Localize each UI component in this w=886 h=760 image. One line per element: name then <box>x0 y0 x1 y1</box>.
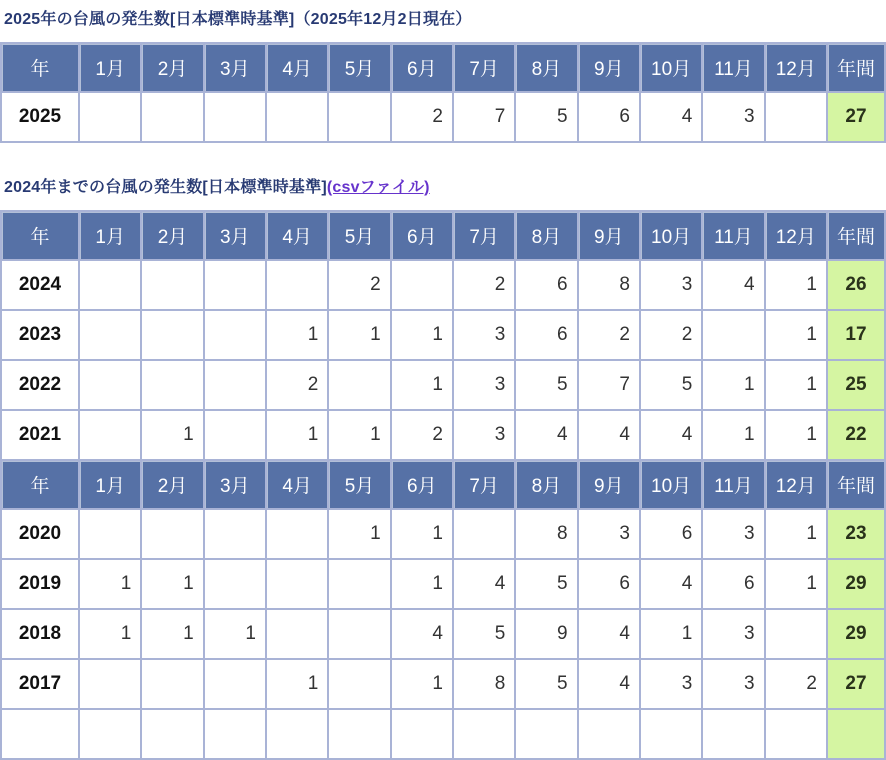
month-count-cell: 5 <box>640 360 702 410</box>
annual-total-cell: 26 <box>827 260 885 310</box>
annual-total-cell: 23 <box>827 509 885 559</box>
month-count-cell <box>266 92 328 142</box>
year-cell: 2022 <box>1 360 79 410</box>
month-count-cell: 3 <box>702 609 764 659</box>
month-count-cell: 4 <box>515 410 577 460</box>
annual-total-cell: 27 <box>827 659 885 709</box>
month-count-cell <box>328 360 390 410</box>
month-header-cell: 8月 <box>515 460 577 509</box>
month-header-cell: 9月 <box>578 43 640 92</box>
month-count-cell <box>204 92 266 142</box>
month-count-cell: 1 <box>328 410 390 460</box>
month-count-cell <box>79 410 141 460</box>
year-data-row <box>1 709 885 759</box>
annual-total-cell: 17 <box>827 310 885 360</box>
month-count-cell: 1 <box>765 559 827 609</box>
month-count-cell <box>79 659 141 709</box>
month-count-cell: 1 <box>266 659 328 709</box>
month-count-cell: 1 <box>141 559 203 609</box>
month-count-cell: 5 <box>453 609 515 659</box>
month-header-cell: 11月 <box>702 43 764 92</box>
month-count-cell: 9 <box>515 609 577 659</box>
month-count-cell: 3 <box>453 310 515 360</box>
month-count-cell <box>204 310 266 360</box>
month-header-cell: 1月 <box>79 43 141 92</box>
month-count-cell <box>204 659 266 709</box>
month-count-cell <box>266 559 328 609</box>
month-count-cell: 4 <box>391 609 453 659</box>
annual-header-cell: 年間 <box>827 211 885 260</box>
month-count-cell <box>141 260 203 310</box>
month-header-cell: 9月 <box>578 460 640 509</box>
month-header-cell: 9月 <box>578 211 640 260</box>
month-header-cell: 12月 <box>765 43 827 92</box>
month-header-cell: 12月 <box>765 460 827 509</box>
annual-header-cell: 年間 <box>827 460 885 509</box>
month-count-cell <box>79 709 141 759</box>
month-count-cell: 1 <box>702 410 764 460</box>
month-count-cell <box>702 709 764 759</box>
month-count-cell <box>204 410 266 460</box>
year-data-row <box>1 310 885 360</box>
month-count-cell <box>765 609 827 659</box>
month-count-cell <box>79 260 141 310</box>
month-count-cell <box>453 709 515 759</box>
month-header-cell: 5月 <box>328 211 390 260</box>
month-header-cell: 6月 <box>391 460 453 509</box>
month-header-cell: 1月 <box>79 460 141 509</box>
month-header-cell: 3月 <box>204 460 266 509</box>
csv-file-link[interactable]: (csvファイル) <box>326 179 430 196</box>
month-header-cell: 5月 <box>328 43 390 92</box>
month-count-cell: 1 <box>765 310 827 360</box>
month-count-cell: 6 <box>578 92 640 142</box>
month-count-cell: 2 <box>765 659 827 709</box>
month-count-cell <box>79 360 141 410</box>
month-count-cell: 1 <box>391 360 453 410</box>
year-data-row <box>1 559 885 609</box>
month-count-cell: 3 <box>453 410 515 460</box>
month-count-cell <box>79 509 141 559</box>
month-count-cell <box>391 260 453 310</box>
month-count-cell: 3 <box>453 360 515 410</box>
annual-total-cell <box>827 709 885 759</box>
month-header-cell: 8月 <box>515 43 577 92</box>
table2-title-text: 2024年までの台風の発生数[日本標準時基準] <box>4 179 327 196</box>
month-header-cell: 7月 <box>453 460 515 509</box>
month-header-cell: 7月 <box>453 43 515 92</box>
month-header-cell: 6月 <box>391 43 453 92</box>
month-count-cell <box>765 709 827 759</box>
month-count-cell: 1 <box>391 659 453 709</box>
month-header-cell: 3月 <box>204 211 266 260</box>
month-count-cell <box>328 92 390 142</box>
month-count-cell: 5 <box>515 92 577 142</box>
month-count-cell: 1 <box>765 360 827 410</box>
month-count-cell: 6 <box>515 260 577 310</box>
year-data-row <box>1 92 885 142</box>
month-count-cell: 1 <box>391 310 453 360</box>
month-count-cell <box>204 559 266 609</box>
month-count-cell <box>391 709 453 759</box>
month-header-cell: 11月 <box>702 460 764 509</box>
month-count-cell: 7 <box>453 92 515 142</box>
month-count-cell <box>702 310 764 360</box>
year-cell: 2017 <box>1 659 79 709</box>
month-count-cell: 2 <box>266 360 328 410</box>
month-header-cell: 10月 <box>640 460 702 509</box>
month-count-cell <box>204 360 266 410</box>
month-count-cell: 3 <box>702 92 764 142</box>
month-count-cell: 1 <box>141 410 203 460</box>
month-count-cell <box>79 92 141 142</box>
month-header-cell: 2月 <box>141 211 203 260</box>
month-count-cell <box>141 310 203 360</box>
month-count-cell: 6 <box>578 559 640 609</box>
month-count-cell: 2 <box>328 260 390 310</box>
month-count-cell: 3 <box>640 260 702 310</box>
month-count-cell: 6 <box>702 559 764 609</box>
month-count-cell: 5 <box>515 360 577 410</box>
month-header-cell: 7月 <box>453 211 515 260</box>
month-count-cell <box>141 659 203 709</box>
month-header-cell: 4月 <box>266 211 328 260</box>
year-cell: 2018 <box>1 609 79 659</box>
month-count-cell <box>765 92 827 142</box>
month-count-cell: 2 <box>391 92 453 142</box>
year-data-row <box>1 360 885 410</box>
year-cell: 2020 <box>1 509 79 559</box>
year-data-row <box>1 509 885 559</box>
month-count-cell: 1 <box>328 509 390 559</box>
month-header-cell: 11月 <box>702 211 764 260</box>
month-count-cell: 1 <box>328 310 390 360</box>
annual-total-cell: 29 <box>827 609 885 659</box>
month-count-cell: 1 <box>391 509 453 559</box>
month-count-cell: 4 <box>453 559 515 609</box>
month-count-cell <box>141 709 203 759</box>
table1-title: 2025年の台風の発生数[日本標準時基準]（2025年12月2日現在） <box>4 11 472 28</box>
table2-title <box>4 174 886 197</box>
month-count-cell <box>328 559 390 609</box>
month-count-cell: 4 <box>702 260 764 310</box>
month-count-cell: 1 <box>702 360 764 410</box>
annual-total-cell: 27 <box>827 92 885 142</box>
month-header-cell: 10月 <box>640 43 702 92</box>
year-cell: 2023 <box>1 310 79 360</box>
month-count-cell: 1 <box>765 260 827 310</box>
month-count-cell: 1 <box>266 310 328 360</box>
year-cell <box>1 709 79 759</box>
month-count-cell: 5 <box>515 659 577 709</box>
year-header-cell: 年 <box>1 211 79 260</box>
year-header-cell: 年 <box>1 460 79 509</box>
month-header-row <box>1 460 885 509</box>
month-count-cell: 1 <box>141 609 203 659</box>
month-count-cell: 1 <box>765 410 827 460</box>
month-count-cell <box>141 509 203 559</box>
month-count-cell: 3 <box>640 659 702 709</box>
month-count-cell <box>640 709 702 759</box>
typhoon-table-until-2024 <box>0 210 886 760</box>
month-count-cell: 1 <box>765 509 827 559</box>
month-count-cell <box>578 709 640 759</box>
month-header-row <box>1 211 885 260</box>
month-count-cell: 1 <box>266 410 328 460</box>
year-cell: 2024 <box>1 260 79 310</box>
annual-header-cell: 年間 <box>827 43 885 92</box>
month-count-cell: 2 <box>391 410 453 460</box>
month-count-cell <box>453 509 515 559</box>
month-count-cell <box>141 360 203 410</box>
month-count-cell: 1 <box>640 609 702 659</box>
month-count-cell: 3 <box>702 659 764 709</box>
month-count-cell: 8 <box>515 509 577 559</box>
month-count-cell: 6 <box>640 509 702 559</box>
month-count-cell <box>141 92 203 142</box>
month-count-cell: 4 <box>578 659 640 709</box>
year-data-row <box>1 260 885 310</box>
year-data-row <box>1 659 885 709</box>
month-header-cell: 6月 <box>391 211 453 260</box>
month-count-cell: 4 <box>640 410 702 460</box>
month-count-cell <box>328 659 390 709</box>
month-count-cell: 3 <box>702 509 764 559</box>
month-header-cell: 12月 <box>765 211 827 260</box>
year-data-row <box>1 410 885 460</box>
month-header-cell: 2月 <box>141 460 203 509</box>
annual-total-cell: 25 <box>827 360 885 410</box>
typhoon-table-2025 <box>0 42 886 143</box>
month-count-cell: 4 <box>578 410 640 460</box>
month-header-cell: 4月 <box>266 460 328 509</box>
month-count-cell: 6 <box>515 310 577 360</box>
year-cell: 2025 <box>1 92 79 142</box>
month-count-cell: 1 <box>391 559 453 609</box>
annual-total-cell: 29 <box>827 559 885 609</box>
month-count-cell <box>204 709 266 759</box>
month-count-cell: 2 <box>453 260 515 310</box>
month-count-cell: 8 <box>453 659 515 709</box>
month-header-cell: 2月 <box>141 43 203 92</box>
month-header-cell: 4月 <box>266 43 328 92</box>
month-count-cell <box>266 709 328 759</box>
month-count-cell <box>328 609 390 659</box>
year-header-cell: 年 <box>1 43 79 92</box>
month-header-row <box>1 43 885 92</box>
year-cell: 2021 <box>1 410 79 460</box>
month-count-cell <box>515 709 577 759</box>
month-count-cell: 8 <box>578 260 640 310</box>
month-count-cell: 4 <box>578 609 640 659</box>
month-count-cell <box>204 260 266 310</box>
month-count-cell <box>79 310 141 360</box>
month-count-cell: 4 <box>640 559 702 609</box>
month-count-cell: 1 <box>204 609 266 659</box>
month-count-cell: 1 <box>79 609 141 659</box>
month-count-cell: 2 <box>640 310 702 360</box>
month-count-cell <box>266 509 328 559</box>
month-count-cell: 4 <box>640 92 702 142</box>
month-count-cell: 5 <box>515 559 577 609</box>
annual-total-cell: 22 <box>827 410 885 460</box>
month-count-cell: 3 <box>578 509 640 559</box>
year-cell: 2019 <box>1 559 79 609</box>
month-header-cell: 8月 <box>515 211 577 260</box>
month-count-cell <box>266 609 328 659</box>
month-header-cell: 3月 <box>204 43 266 92</box>
month-count-cell <box>266 260 328 310</box>
month-header-cell: 1月 <box>79 211 141 260</box>
month-count-cell: 1 <box>79 559 141 609</box>
month-count-cell <box>204 509 266 559</box>
month-header-cell: 5月 <box>328 460 390 509</box>
month-count-cell: 2 <box>578 310 640 360</box>
month-count-cell: 7 <box>578 360 640 410</box>
year-data-row <box>1 609 885 659</box>
month-count-cell <box>328 709 390 759</box>
month-header-cell: 10月 <box>640 211 702 260</box>
